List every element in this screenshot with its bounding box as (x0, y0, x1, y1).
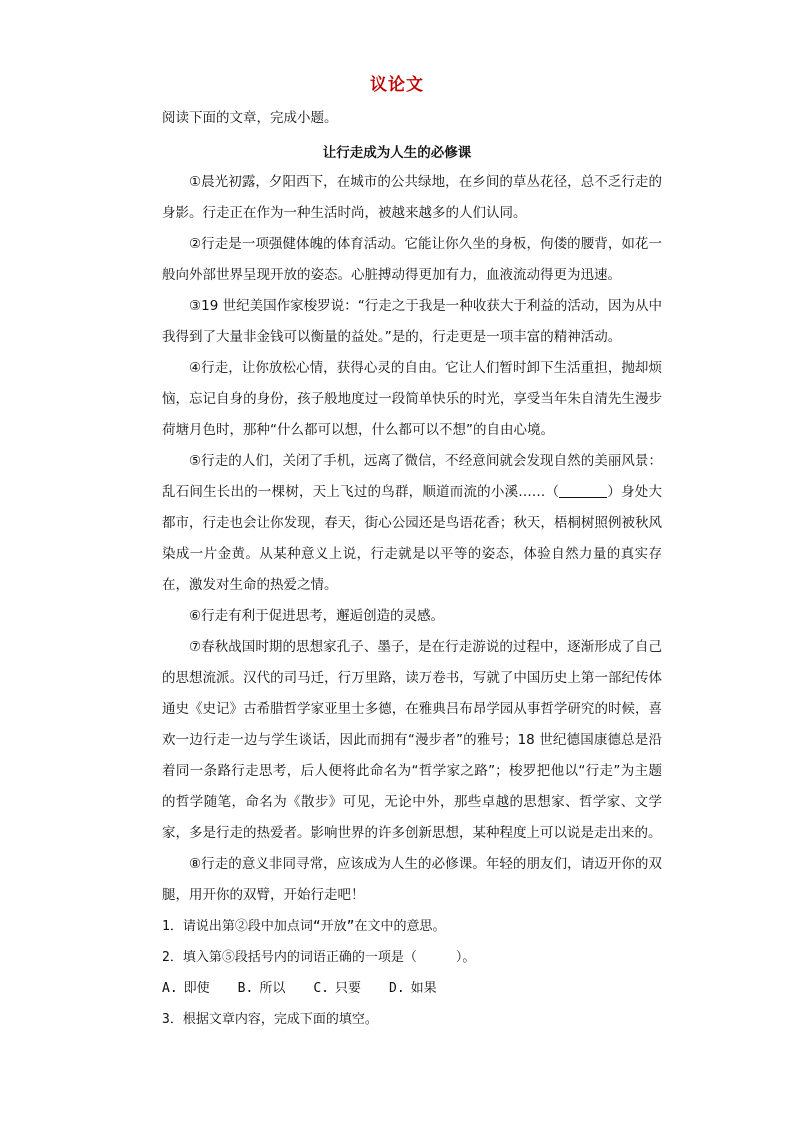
question-3: 3．根据文章内容，完成下面的填空。 (162, 1012, 378, 1027)
paragraph-5 (162, 446, 662, 601)
paragraph-1: ①晨光初露，夕阳西下，在城市的公共绿地，在乡间的草丛花径，总不乏行走的身影。行走正在作为一种生活时尚，被越来越多的人们认同。 (162, 174, 662, 221)
option-b (238, 973, 292, 1004)
option-c (313, 973, 367, 1004)
option-d (389, 973, 443, 1004)
option-d-text: 如果 (410, 981, 437, 996)
paragraph-8: ⑧行走的意义非同寻常，应该成为人生的必修课。年轻的朋友们，请迈开你的双腿，用开你的双臂，开始行走吧！ (162, 856, 662, 903)
document-title: 议论文 (370, 75, 424, 95)
option-c-letter: C. (313, 981, 329, 996)
option-b-text: 所以 (259, 981, 286, 996)
paragraph-4: ④行走，让你放松心情，获得心灵的自由。它让人们暂时卸下生活重担，抛却烦恼，忘记自身的身份，孩子般地度过一段简单快乐的时光，享受当年朱自清先生漫步荷塘月色时，那种“什么都可以想，什么都可以不想”的自由心境。 (162, 360, 662, 438)
option-a (162, 973, 216, 1004)
option-a-letter: A. (162, 981, 178, 996)
option-b-letter: B. (237, 981, 254, 996)
paragraph-3: ③19 世纪美国作家梭罗说：“行走之于我是一种收获大于利益的活动，因为从中我得到了大量非金钱可以衡量的益处。”是的，行走更是一项丰富的精神活动。 (162, 298, 662, 345)
question-2-options (162, 973, 662, 1004)
question-2: 2．填入第⑤段括号内的词语正确的一项是（ ）。 (162, 950, 476, 965)
paragraph-7: ⑦春秋战国时期的思想家孔子、墨子，是在行走游说的过程中，逐渐形成了自己的思想流派。汉代的司马迁，行万里路，读万卷书，写就了中国历史上第一部纪传体通史《史记》古希腊哲学家亚里士多德，在雅典吕布昂学园从事哲学研究的时候，喜欢一边行走一边与学生谈话，因此而拥有“漫步者”的雅号；18 世纪德国康德总是沿着同一条路行走思考，后人便将此命名为“哲学家之路”；梭罗把他以“行走”为主题的哲学随笔，命名为《散步》可见，无论中外，那些卓越的思想家、哲学家、文学家，多是行走的热爱者。影响世界的许多创新思想，某种程度上可以说是走出来的。 (162, 639, 662, 841)
question-1: 1．请说出第②段中加点词“开放”在文中的意思。 (162, 919, 446, 934)
instruction-text: 阅读下面的文章，完成小题。 (162, 110, 338, 126)
paragraph-6: ⑥行走有利于促进思考，邂逅创造的灵感。 (189, 608, 445, 624)
paragraph-5-after: ）身处大都市，行走也会让你发现，春天，街心公园还是鸟语花香；秋天，梧桐树照例被秋风染成一片金黄。从某种意义上说，行走就是以平等的姿态，体验自然力量的真实存在，激发对生命的热爱之情。 (162, 484, 662, 593)
paragraph-2: ②行走是一项强健体魄的体育活动。它能让你久坐的身板，佝偻的腰背，如花一般向外部世界呈现开放的姿态。心脏搏动得更加有力，血液流动得更为迅速。 (162, 236, 662, 283)
option-d-letter: D. (389, 981, 405, 996)
paragraph-5-before: ⑤行走的人们，关闭了手机，远离了微信，不经意间就会发现自然的美丽风景：乱石间生长出的一棵树，天上飞过的鸟群，顺道而流的小溪……（ (162, 453, 662, 500)
article-body (162, 167, 662, 1035)
article-title: 让行走成为人生的必修课 (322, 145, 472, 161)
fill-blank[interactable] (559, 483, 607, 498)
option-a-text: 即使 (183, 981, 210, 996)
option-c-text: 只要 (335, 981, 362, 996)
